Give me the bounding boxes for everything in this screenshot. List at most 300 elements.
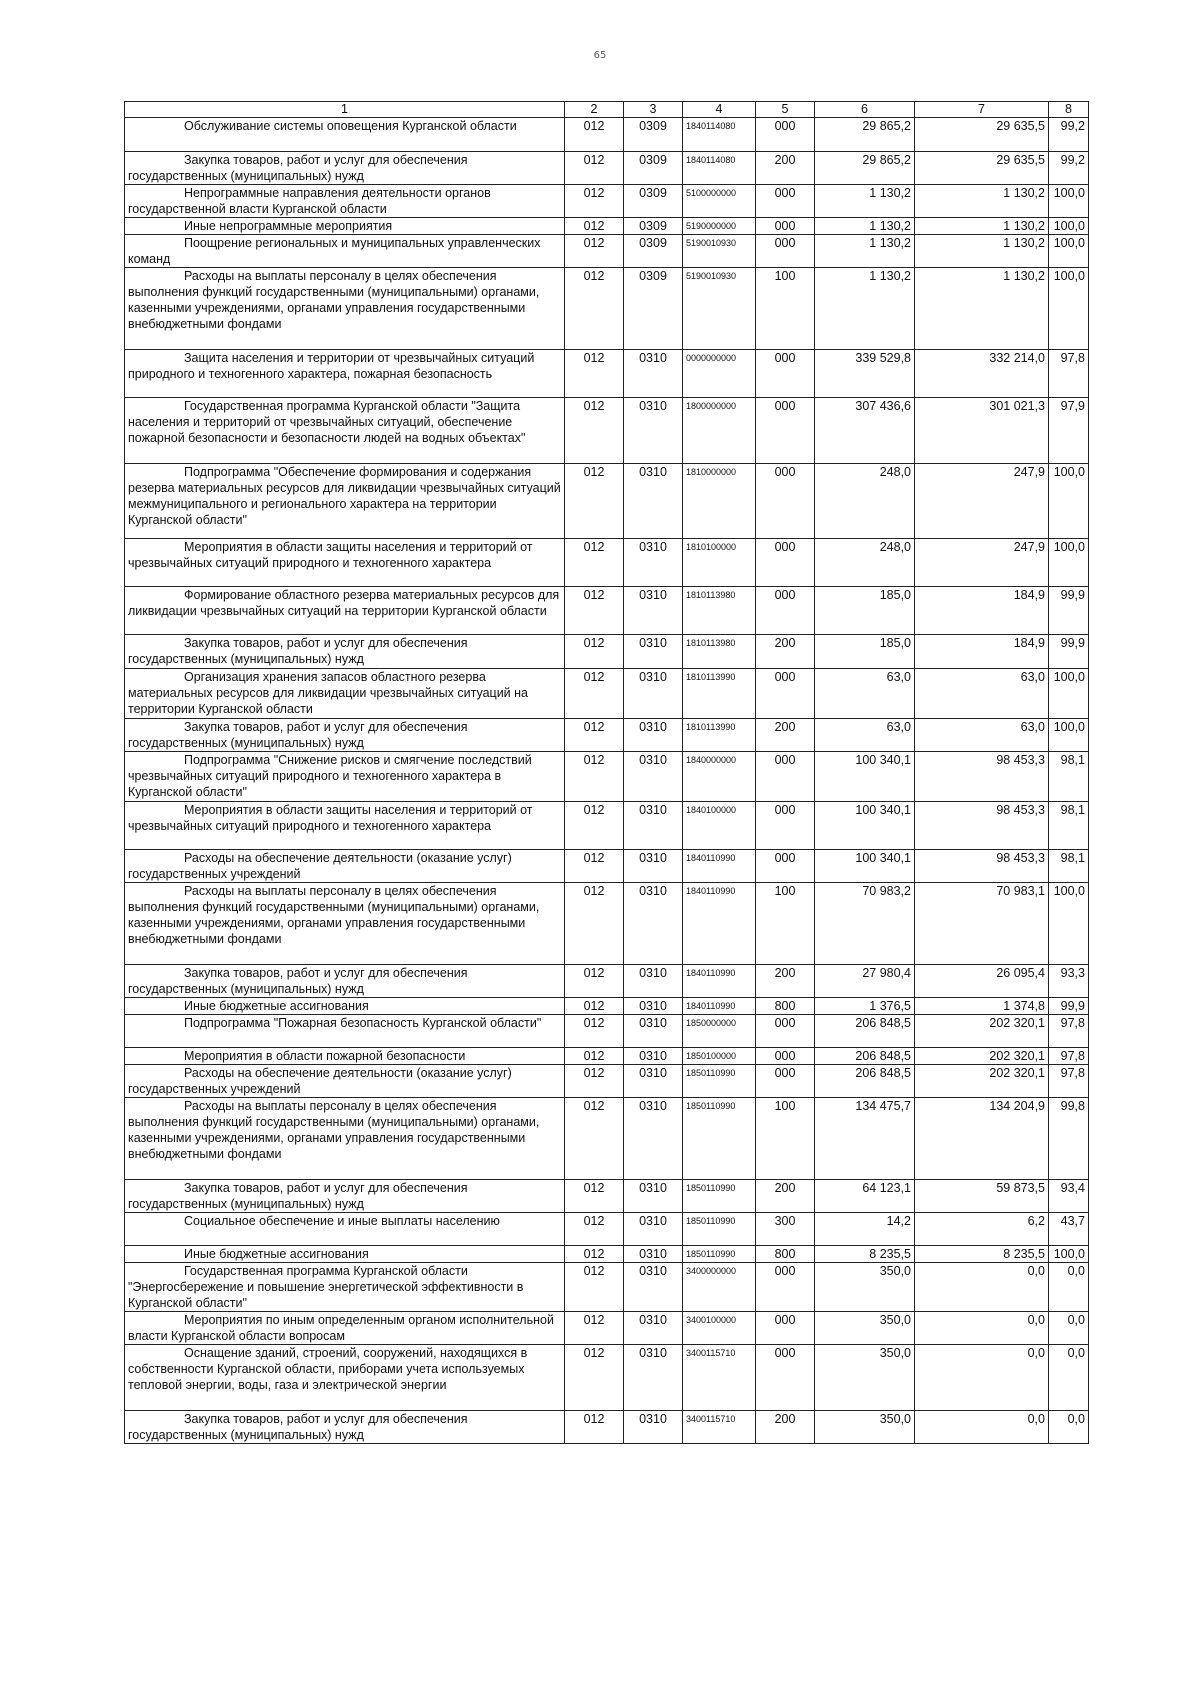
table-row — [125, 1213, 1089, 1246]
execution-percent-cell: 100,0 — [1049, 539, 1089, 587]
column-header: 3 — [624, 102, 683, 118]
execution-percent-cell: 99,9 — [1049, 635, 1089, 669]
section-code-cell: 0309 — [624, 268, 683, 350]
expense-name-cell — [125, 802, 565, 850]
planned-amount-cell: 27 980,4 — [815, 965, 915, 998]
section-code-cell: 0310 — [624, 669, 683, 719]
planned-amount-cell: 339 529,8 — [815, 350, 915, 398]
planned-amount-cell: 29 865,2 — [815, 118, 915, 152]
expense-name-cell — [125, 1065, 565, 1098]
ministry-code-cell: 012 — [565, 1048, 624, 1065]
ministry-code-cell: 012 — [565, 1065, 624, 1098]
table-row — [125, 118, 1089, 152]
column-header: 1 — [125, 102, 565, 118]
planned-amount-cell: 100 340,1 — [815, 802, 915, 850]
executed-amount-cell: 6,2 — [915, 1213, 1049, 1246]
planned-amount-cell: 134 475,7 — [815, 1098, 915, 1180]
executed-amount-cell: 202 320,1 — [915, 1048, 1049, 1065]
expense-name-cell — [125, 998, 565, 1015]
section-code-cell: 0310 — [624, 998, 683, 1015]
target-article-cell: 1840100000 — [683, 802, 756, 850]
expense-name: Защита населения и территории от чрезвычайных ситуаций природного и техногенного характера, пожарная безопасность — [128, 351, 535, 381]
executed-amount-cell: 29 635,5 — [915, 118, 1049, 152]
planned-amount-cell: 350,0 — [815, 1345, 915, 1411]
expense-name: Закупка товаров, работ и услуг для обеспечения государственных (муниципальных) нужд — [128, 636, 468, 666]
execution-percent-cell: 99,9 — [1049, 587, 1089, 635]
execution-percent-cell: 97,8 — [1049, 1048, 1089, 1065]
section-code-cell: 0310 — [624, 1246, 683, 1263]
executed-amount-cell: 247,9 — [915, 539, 1049, 587]
ministry-code-cell: 012 — [565, 1213, 624, 1246]
expense-name: Расходы на выплаты персоналу в целях обеспечения выполнения функций государственными (муниципальными) органами, казенными учреждениями, органами управления государственными внебюджетными фондами — [128, 269, 540, 331]
expense-name: Расходы на выплаты персоналу в целях обеспечения выполнения функций государственными (муниципальными) органами, казенными учреждениями, органами управления государственными внебюджетными фондами — [128, 884, 540, 946]
column-header: 7 — [915, 102, 1049, 118]
expense-name-cell — [125, 1180, 565, 1213]
table-row — [125, 268, 1089, 350]
target-article-cell: 5190010930 — [683, 268, 756, 350]
section-code-cell: 0310 — [624, 1263, 683, 1312]
planned-amount-cell: 14,2 — [815, 1213, 915, 1246]
target-article-cell: 1840110990 — [683, 965, 756, 998]
expense-type-cell: 200 — [756, 635, 815, 669]
executed-amount-cell: 184,9 — [915, 635, 1049, 669]
planned-amount-cell: 350,0 — [815, 1312, 915, 1345]
table-row — [125, 883, 1089, 965]
execution-percent-cell: 97,8 — [1049, 1065, 1089, 1098]
expense-type-cell: 100 — [756, 268, 815, 350]
execution-percent-cell: 97,9 — [1049, 398, 1089, 464]
execution-percent-cell: 99,2 — [1049, 118, 1089, 152]
table-row — [125, 1015, 1089, 1048]
expense-name: Иные бюджетные ассигнования — [184, 1247, 369, 1261]
execution-percent-cell: 100,0 — [1049, 464, 1089, 539]
section-code-cell: 0310 — [624, 587, 683, 635]
section-code-cell: 0310 — [624, 1312, 683, 1345]
executed-amount-cell: 70 983,1 — [915, 883, 1049, 965]
expense-name-cell — [125, 635, 565, 669]
ministry-code-cell: 012 — [565, 268, 624, 350]
planned-amount-cell: 29 865,2 — [815, 152, 915, 185]
expense-type-cell: 000 — [756, 1065, 815, 1098]
section-code-cell: 0310 — [624, 1180, 683, 1213]
expense-type-cell: 000 — [756, 539, 815, 587]
section-code-cell: 0309 — [624, 218, 683, 235]
expense-type-cell: 000 — [756, 669, 815, 719]
table-row — [125, 539, 1089, 587]
execution-percent-cell: 0,0 — [1049, 1345, 1089, 1411]
executed-amount-cell: 0,0 — [915, 1263, 1049, 1312]
ministry-code-cell: 012 — [565, 635, 624, 669]
target-article-cell: 1850110990 — [683, 1065, 756, 1098]
executed-amount-cell: 301 021,3 — [915, 398, 1049, 464]
expense-type-cell: 000 — [756, 464, 815, 539]
executed-amount-cell: 98 453,3 — [915, 850, 1049, 883]
ministry-code-cell: 012 — [565, 1098, 624, 1180]
expense-type-cell: 000 — [756, 1263, 815, 1312]
execution-percent-cell: 43,7 — [1049, 1213, 1089, 1246]
section-code-cell: 0310 — [624, 1213, 683, 1246]
planned-amount-cell: 350,0 — [815, 1411, 915, 1444]
section-code-cell: 0310 — [624, 802, 683, 850]
expense-type-cell: 000 — [756, 350, 815, 398]
ministry-code-cell: 012 — [565, 464, 624, 539]
ministry-code-cell: 012 — [565, 152, 624, 185]
executed-amount-cell: 98 453,3 — [915, 802, 1049, 850]
ministry-code-cell: 012 — [565, 1246, 624, 1263]
expense-name-cell — [125, 1263, 565, 1312]
target-article-cell: 0000000000 — [683, 350, 756, 398]
ministry-code-cell: 012 — [565, 1180, 624, 1213]
expense-name: Государственная программа Курганской области "Энергосбережение и повышение энергетической эффективности в Курганской области" — [128, 1264, 524, 1310]
ministry-code-cell: 012 — [565, 752, 624, 802]
expense-name: Формирование областного резерва материальных ресурсов для ликвидации чрезвычайных ситуаций на территории Курганской области — [128, 588, 560, 618]
planned-amount-cell: 63,0 — [815, 719, 915, 752]
expense-name: Расходы на выплаты персоналу в целях обеспечения выполнения функций государственными (муниципальными) органами, казенными учреждениями, органами управления государственными внебюджетными фондами — [128, 1099, 540, 1161]
execution-percent-cell: 98,1 — [1049, 850, 1089, 883]
expense-type-cell: 300 — [756, 1213, 815, 1246]
planned-amount-cell: 307 436,6 — [815, 398, 915, 464]
execution-percent-cell: 98,1 — [1049, 802, 1089, 850]
expense-name-cell — [125, 752, 565, 802]
ministry-code-cell: 012 — [565, 998, 624, 1015]
section-code-cell: 0310 — [624, 398, 683, 464]
expense-name: Закупка товаров, работ и услуг для обеспечения государственных (муниципальных) нужд — [128, 966, 468, 996]
ministry-code-cell: 012 — [565, 719, 624, 752]
ministry-code-cell: 012 — [565, 235, 624, 268]
expense-type-cell: 800 — [756, 998, 815, 1015]
execution-percent-cell: 100,0 — [1049, 669, 1089, 719]
expense-type-cell: 200 — [756, 965, 815, 998]
execution-percent-cell: 100,0 — [1049, 268, 1089, 350]
target-article-cell: 3400115710 — [683, 1345, 756, 1411]
expense-type-cell: 200 — [756, 1180, 815, 1213]
planned-amount-cell: 1 130,2 — [815, 185, 915, 218]
expense-type-cell: 100 — [756, 883, 815, 965]
expense-type-cell: 200 — [756, 1411, 815, 1444]
section-code-cell: 0310 — [624, 1098, 683, 1180]
ministry-code-cell: 012 — [565, 118, 624, 152]
execution-percent-cell: 100,0 — [1049, 719, 1089, 752]
expense-name: Мероприятия в области защиты населения и территорий от чрезвычайных ситуаций природного и техногенного характера — [128, 803, 533, 833]
section-code-cell: 0310 — [624, 1345, 683, 1411]
ministry-code-cell: 012 — [565, 1015, 624, 1048]
ministry-code-cell: 012 — [565, 185, 624, 218]
executed-amount-cell: 29 635,5 — [915, 152, 1049, 185]
planned-amount-cell: 63,0 — [815, 669, 915, 719]
expense-name: Закупка товаров, работ и услуг для обеспечения государственных (муниципальных) нужд — [128, 1181, 468, 1211]
executed-amount-cell: 59 873,5 — [915, 1180, 1049, 1213]
expense-type-cell: 000 — [756, 802, 815, 850]
execution-percent-cell: 97,8 — [1049, 1015, 1089, 1048]
expense-name-cell — [125, 1213, 565, 1246]
table-row — [125, 965, 1089, 998]
table-row — [125, 1048, 1089, 1065]
ministry-code-cell: 012 — [565, 850, 624, 883]
expense-name: Закупка товаров, работ и услуг для обеспечения государственных (муниципальных) нужд — [128, 720, 468, 750]
executed-amount-cell: 63,0 — [915, 669, 1049, 719]
expense-name-cell — [125, 539, 565, 587]
planned-amount-cell: 185,0 — [815, 587, 915, 635]
executed-amount-cell: 202 320,1 — [915, 1015, 1049, 1048]
table-row — [125, 850, 1089, 883]
planned-amount-cell: 185,0 — [815, 635, 915, 669]
expense-name: Расходы на обеспечение деятельности (оказание услуг) государственных учреждений — [128, 1066, 512, 1096]
expense-name: Мероприятия в области пожарной безопасности — [184, 1049, 466, 1063]
table-row — [125, 1098, 1089, 1180]
table-row — [125, 1345, 1089, 1411]
expense-name-cell — [125, 965, 565, 998]
target-article-cell: 1840110990 — [683, 998, 756, 1015]
expense-type-cell: 800 — [756, 1246, 815, 1263]
expense-name: Мероприятия в области защиты населения и территорий от чрезвычайных ситуаций природного и техногенного характера — [128, 540, 533, 570]
ministry-code-cell: 012 — [565, 1345, 624, 1411]
target-article-cell: 1810113990 — [683, 669, 756, 719]
ministry-code-cell: 012 — [565, 1312, 624, 1345]
target-article-cell: 3400115710 — [683, 1411, 756, 1444]
execution-percent-cell: 0,0 — [1049, 1312, 1089, 1345]
execution-percent-cell: 100,0 — [1049, 883, 1089, 965]
planned-amount-cell: 64 123,1 — [815, 1180, 915, 1213]
section-code-cell: 0310 — [624, 965, 683, 998]
expense-type-cell: 200 — [756, 719, 815, 752]
section-code-cell: 0310 — [624, 1411, 683, 1444]
executed-amount-cell: 1 374,8 — [915, 998, 1049, 1015]
expense-name-cell — [125, 1098, 565, 1180]
target-article-cell: 1850000000 — [683, 1015, 756, 1048]
section-code-cell: 0310 — [624, 1065, 683, 1098]
expense-type-cell: 000 — [756, 118, 815, 152]
expense-type-cell: 000 — [756, 1048, 815, 1065]
table-row — [125, 185, 1089, 218]
expense-type-cell: 000 — [756, 1015, 815, 1048]
table-row — [125, 152, 1089, 185]
column-header: 5 — [756, 102, 815, 118]
expense-name: Иные непрограммные мероприятия — [184, 219, 393, 233]
planned-amount-cell: 206 848,5 — [815, 1065, 915, 1098]
executed-amount-cell: 0,0 — [915, 1411, 1049, 1444]
expense-name: Оснащение зданий, строений, сооружений, находящихся в собственности Курганской области, приборами учета используемых тепловой энергии, воды, газа и электрической энергии — [128, 1346, 528, 1392]
executed-amount-cell: 332 214,0 — [915, 350, 1049, 398]
execution-percent-cell: 100,0 — [1049, 1246, 1089, 1263]
target-article-cell: 3400000000 — [683, 1263, 756, 1312]
table-row — [125, 464, 1089, 539]
section-code-cell: 0309 — [624, 118, 683, 152]
expense-type-cell: 000 — [756, 235, 815, 268]
expense-name-cell — [125, 587, 565, 635]
table-row — [125, 1263, 1089, 1312]
section-code-cell: 0310 — [624, 850, 683, 883]
target-article-cell: 1840114080 — [683, 118, 756, 152]
target-article-cell: 1800000000 — [683, 398, 756, 464]
ministry-code-cell: 012 — [565, 398, 624, 464]
target-article-cell: 1840000000 — [683, 752, 756, 802]
target-article-cell: 5190010930 — [683, 235, 756, 268]
ministry-code-cell: 012 — [565, 539, 624, 587]
table-row — [125, 218, 1089, 235]
expense-name: Обслуживание системы оповещения Курганской области — [184, 119, 517, 133]
table-row — [125, 350, 1089, 398]
table-row — [125, 752, 1089, 802]
expense-name: Закупка товаров, работ и услуг для обеспечения государственных (муниципальных) нужд — [128, 153, 468, 183]
target-article-cell: 1840110990 — [683, 883, 756, 965]
section-code-cell: 0310 — [624, 1015, 683, 1048]
expense-type-cell: 000 — [756, 1312, 815, 1345]
executed-amount-cell: 0,0 — [915, 1345, 1049, 1411]
execution-percent-cell: 0,0 — [1049, 1263, 1089, 1312]
target-article-cell: 5190000000 — [683, 218, 756, 235]
table-body — [125, 118, 1089, 1444]
execution-percent-cell: 100,0 — [1049, 235, 1089, 268]
planned-amount-cell: 100 340,1 — [815, 850, 915, 883]
planned-amount-cell: 8 235,5 — [815, 1246, 915, 1263]
expense-name-cell — [125, 268, 565, 350]
planned-amount-cell: 248,0 — [815, 464, 915, 539]
expense-name: Поощрение региональных и муниципальных управленческих команд — [128, 236, 541, 266]
target-article-cell: 5100000000 — [683, 185, 756, 218]
execution-percent-cell: 99,2 — [1049, 152, 1089, 185]
table-row — [125, 1180, 1089, 1213]
execution-percent-cell: 99,9 — [1049, 998, 1089, 1015]
header-row — [125, 102, 1089, 118]
ministry-code-cell: 012 — [565, 218, 624, 235]
ministry-code-cell: 012 — [565, 802, 624, 850]
expense-name-cell — [125, 185, 565, 218]
executed-amount-cell: 8 235,5 — [915, 1246, 1049, 1263]
section-code-cell: 0309 — [624, 185, 683, 218]
target-article-cell: 1810113990 — [683, 719, 756, 752]
planned-amount-cell: 1 130,2 — [815, 268, 915, 350]
table-row — [125, 669, 1089, 719]
target-article-cell: 3400100000 — [683, 1312, 756, 1345]
expense-name-cell — [125, 350, 565, 398]
section-code-cell: 0309 — [624, 152, 683, 185]
table-row — [125, 1246, 1089, 1263]
expense-type-cell: 000 — [756, 587, 815, 635]
target-article-cell: 1850110990 — [683, 1180, 756, 1213]
planned-amount-cell: 248,0 — [815, 539, 915, 587]
section-code-cell: 0310 — [624, 350, 683, 398]
execution-percent-cell: 98,1 — [1049, 752, 1089, 802]
table-row — [125, 719, 1089, 752]
expense-name-cell — [125, 1015, 565, 1048]
expense-name-cell — [125, 235, 565, 268]
execution-percent-cell: 93,4 — [1049, 1180, 1089, 1213]
planned-amount-cell: 70 983,2 — [815, 883, 915, 965]
section-code-cell: 0310 — [624, 464, 683, 539]
table-row — [125, 1312, 1089, 1345]
expense-name-cell — [125, 1246, 565, 1263]
ministry-code-cell: 012 — [565, 669, 624, 719]
table-row — [125, 998, 1089, 1015]
expense-name-cell — [125, 1048, 565, 1065]
page-number: 65 — [593, 50, 607, 61]
table-row — [125, 587, 1089, 635]
executed-amount-cell: 247,9 — [915, 464, 1049, 539]
expense-name: Расходы на обеспечение деятельности (оказание услуг) государственных учреждений — [128, 851, 512, 881]
target-article-cell: 1840110990 — [683, 850, 756, 883]
expense-name: Непрограммные направления деятельности органов государственной власти Курганской области — [128, 186, 491, 216]
execution-percent-cell: 100,0 — [1049, 185, 1089, 218]
expense-type-cell: 000 — [756, 752, 815, 802]
target-article-cell: 1850100000 — [683, 1048, 756, 1065]
table-row — [125, 802, 1089, 850]
expense-name: Подпрограмма "Пожарная безопасность Курганской области" — [184, 1016, 542, 1030]
expense-name-cell — [125, 669, 565, 719]
execution-percent-cell: 97,8 — [1049, 350, 1089, 398]
expense-name: Подпрограмма "Обеспечение формирования и содержания резерва материальных ресурсов для ликвидации чрезвычайных ситуаций межмуниципального и регионального характера на территории Курганской области" — [128, 465, 561, 527]
table-row — [125, 635, 1089, 669]
target-article-cell: 1810113980 — [683, 635, 756, 669]
executed-amount-cell: 0,0 — [915, 1312, 1049, 1345]
expense-type-cell: 000 — [756, 218, 815, 235]
planned-amount-cell: 350,0 — [815, 1263, 915, 1312]
executed-amount-cell: 202 320,1 — [915, 1065, 1049, 1098]
ministry-code-cell: 012 — [565, 965, 624, 998]
section-code-cell: 0310 — [624, 883, 683, 965]
expense-name: Мероприятия по иным определенным органом исполнительной власти Курганской области вопросам — [128, 1313, 554, 1343]
column-header: 4 — [683, 102, 756, 118]
expense-name: Подпрограмма "Снижение рисков и смягчение последствий чрезвычайных ситуаций природного и техногенного характера в Курганской области" — [128, 753, 532, 799]
section-code-cell: 0309 — [624, 235, 683, 268]
expense-name: Социальное обеспечение и иные выплаты населению — [184, 1214, 500, 1228]
ministry-code-cell: 012 — [565, 350, 624, 398]
ministry-code-cell: 012 — [565, 883, 624, 965]
expense-name-cell — [125, 398, 565, 464]
target-article-cell: 1850110990 — [683, 1098, 756, 1180]
expense-type-cell: 100 — [756, 1098, 815, 1180]
expense-name: Иные бюджетные ассигнования — [184, 999, 369, 1013]
execution-percent-cell: 99,8 — [1049, 1098, 1089, 1180]
target-article-cell: 1850110990 — [683, 1246, 756, 1263]
section-code-cell: 0310 — [624, 752, 683, 802]
expense-name: Государственная программа Курганской области "Защита населения и территорий от чрезвычайных ситуаций, обеспечение пожарной безопасности и безопасности людей на водных объектах" — [128, 399, 526, 445]
execution-percent-cell: 100,0 — [1049, 218, 1089, 235]
executed-amount-cell: 1 130,2 — [915, 235, 1049, 268]
planned-amount-cell: 100 340,1 — [815, 752, 915, 802]
expense-type-cell: 000 — [756, 185, 815, 218]
planned-amount-cell: 206 848,5 — [815, 1015, 915, 1048]
expense-name-cell — [125, 883, 565, 965]
planned-amount-cell: 1 376,5 — [815, 998, 915, 1015]
planned-amount-cell: 206 848,5 — [815, 1048, 915, 1065]
executed-amount-cell: 63,0 — [915, 719, 1049, 752]
expense-name-cell — [125, 719, 565, 752]
column-header: 2 — [565, 102, 624, 118]
ministry-code-cell: 012 — [565, 1411, 624, 1444]
expense-type-cell: 000 — [756, 398, 815, 464]
planned-amount-cell: 1 130,2 — [815, 218, 915, 235]
target-article-cell: 1810100000 — [683, 539, 756, 587]
expense-name-cell — [125, 218, 565, 235]
expense-name-cell — [125, 1345, 565, 1411]
expense-name: Организация хранения запасов областного резерва материальных ресурсов для ликвидации чрезвычайных ситуаций на территории Курганской области — [128, 670, 528, 716]
table-row — [125, 235, 1089, 268]
expense-name-cell — [125, 1312, 565, 1345]
expense-name-cell — [125, 152, 565, 185]
section-code-cell: 0310 — [624, 1048, 683, 1065]
execution-percent-cell: 0,0 — [1049, 1411, 1089, 1444]
expense-type-cell: 200 — [756, 152, 815, 185]
expense-name: Закупка товаров, работ и услуг для обеспечения государственных (муниципальных) нужд — [128, 1412, 468, 1442]
executed-amount-cell: 184,9 — [915, 587, 1049, 635]
expense-type-cell: 000 — [756, 850, 815, 883]
section-code-cell: 0310 — [624, 635, 683, 669]
executed-amount-cell: 98 453,3 — [915, 752, 1049, 802]
expense-name-cell — [125, 850, 565, 883]
target-article-cell: 1850110990 — [683, 1213, 756, 1246]
planned-amount-cell: 1 130,2 — [815, 235, 915, 268]
target-article-cell: 1810113980 — [683, 587, 756, 635]
